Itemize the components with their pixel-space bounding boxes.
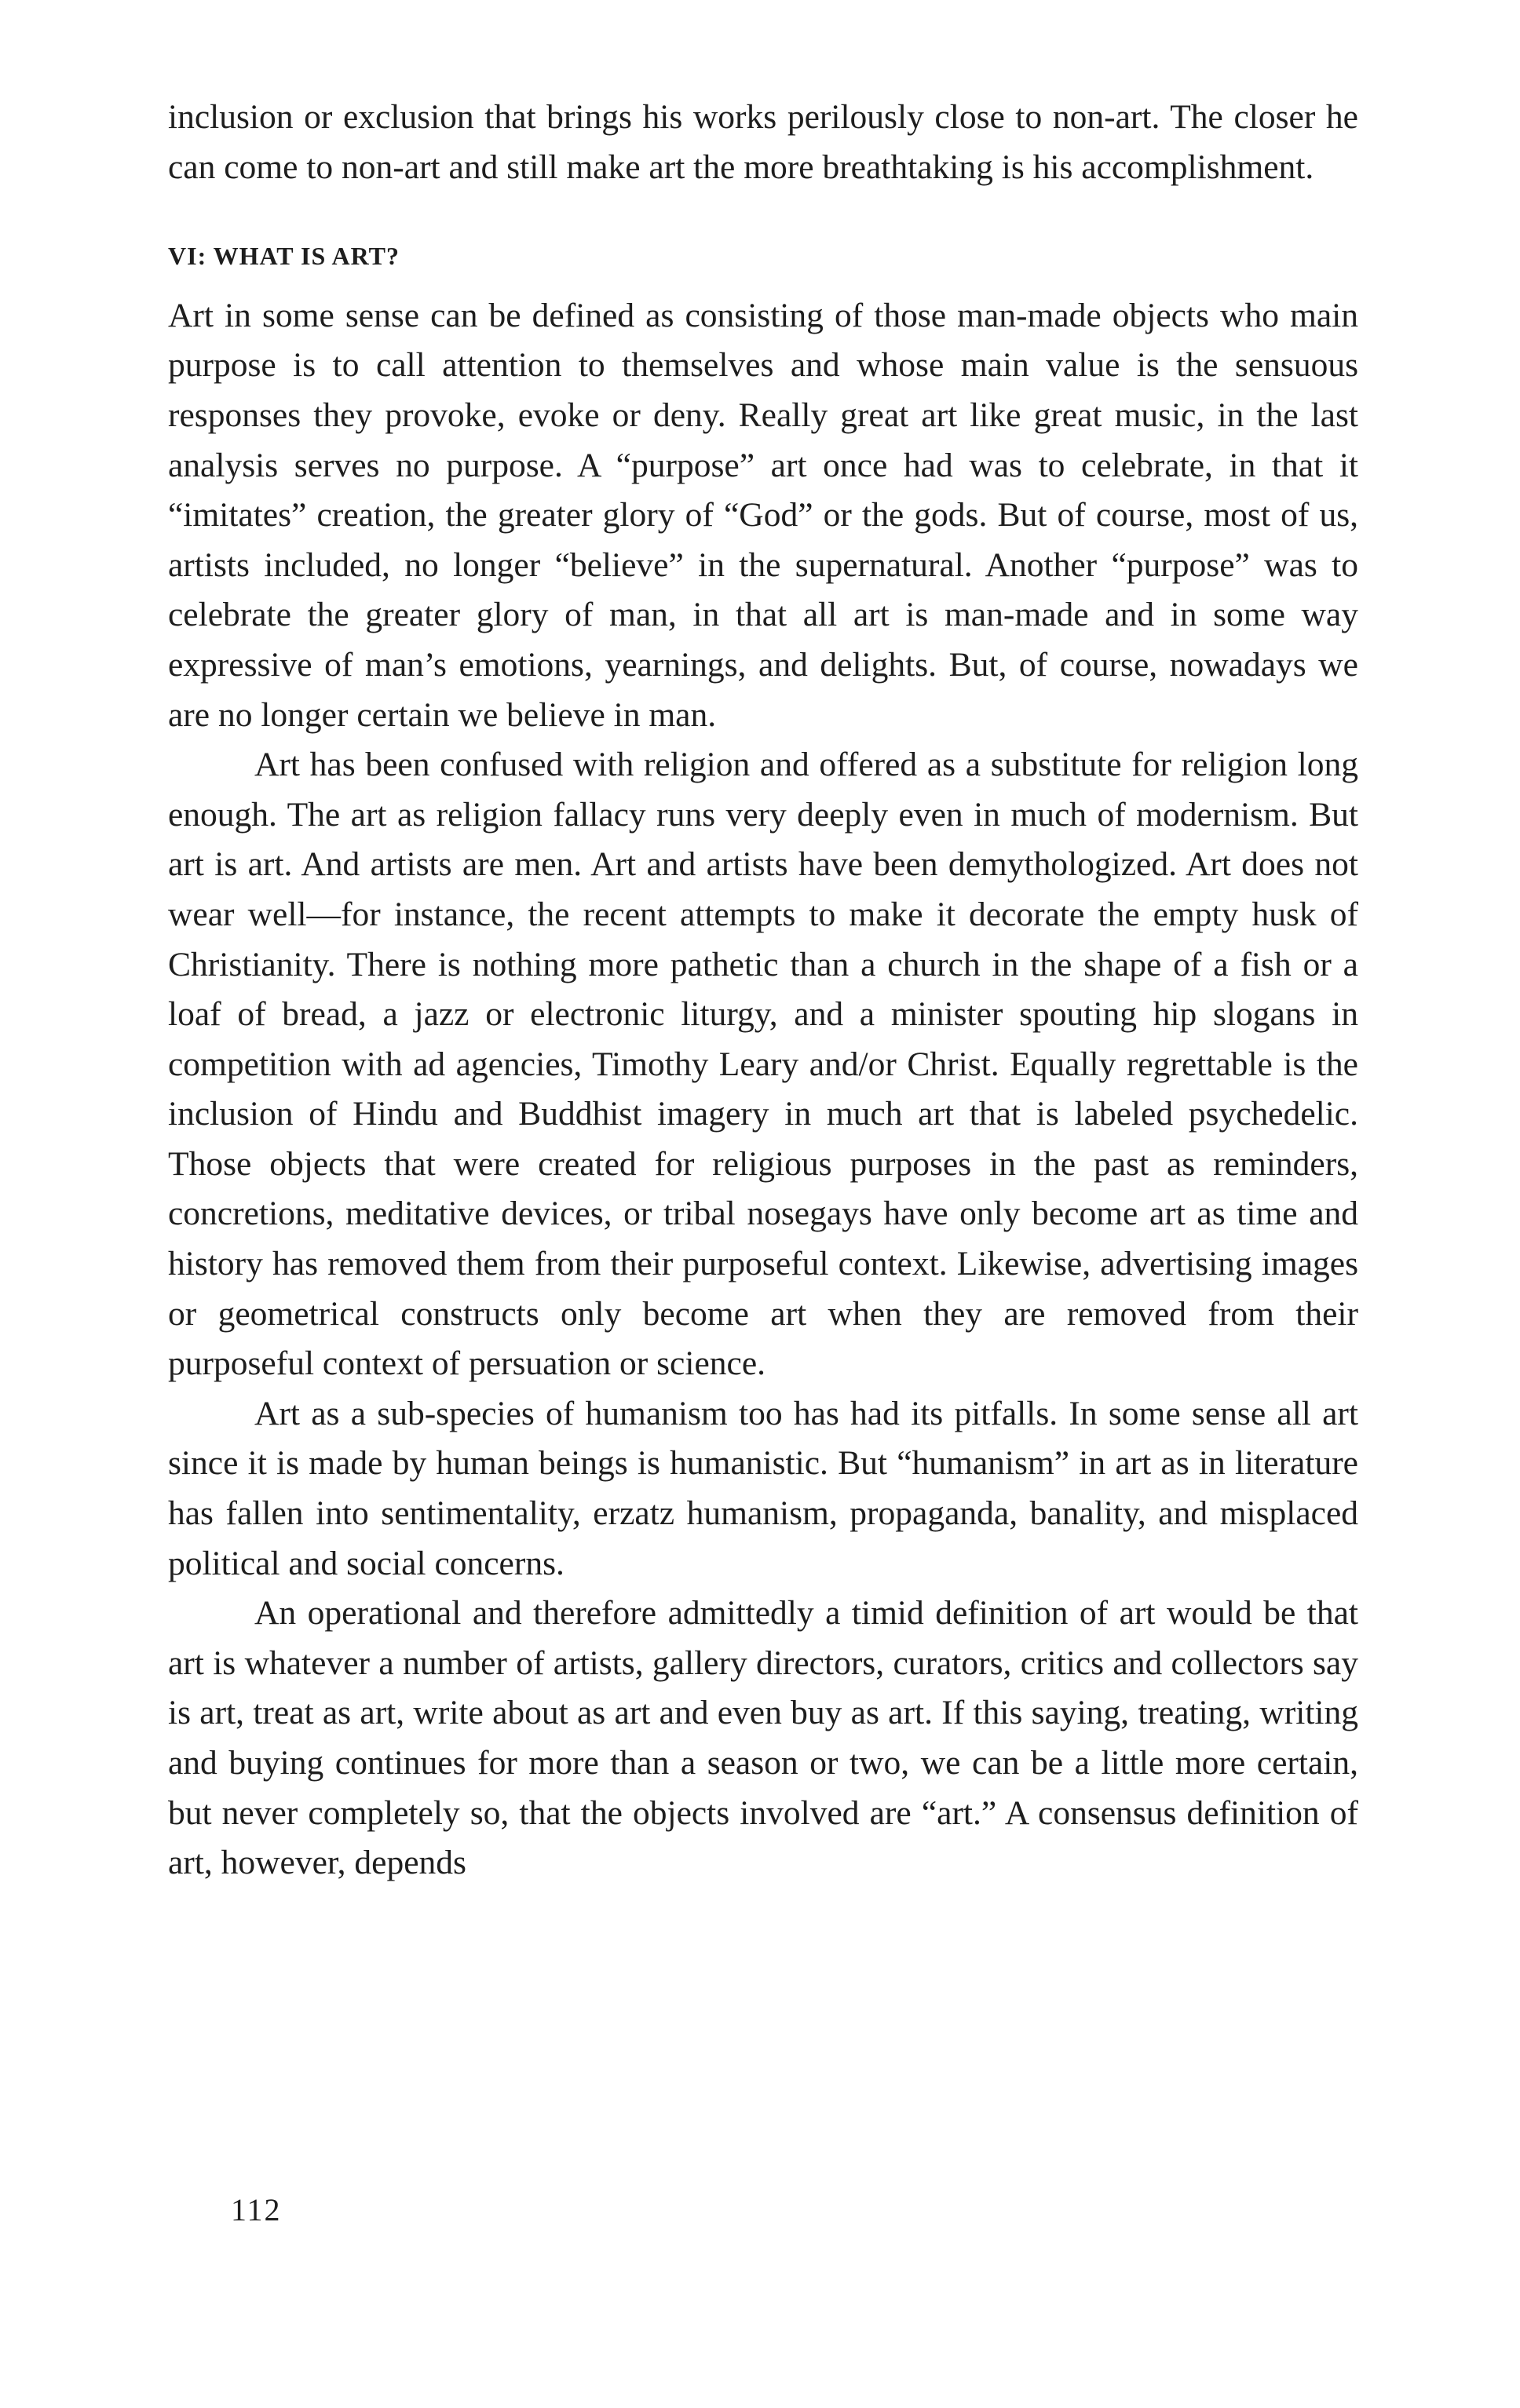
page-number: 112 [231,2192,282,2227]
continued-paragraph: inclusion or exclusion that brings his works perilously close to non-art. The closer he can come to non-art and still make art the more breathtaking is his accomplishment. [168,98,1358,186]
paragraph-1: Art in some sense can be defined as consisting of those man-made objects who main purpose is to call attention to themselves and whose main value is the sensuous responses they provoke, evoke or deny. Really great art like great music, in the last analysis serves no purpose. A “purpose” art once had was to celebrate, in that it “imitates” creation, the greater glory of “God” or the gods. But of course, most of us, artists included, no longer “believe” in the supernatural. Another “purpose” was to celebrate the greater glory of man, in that all art is man-made and in some way expressive of man’s emotions, yearnings, and delights. But, of course, nowadays we are no longer certain we believe in man. [168,296,1358,734]
paragraph-3: Art as a sub-species of humanism too has had its pitfalls. In some sense all art since it is made by human beings is humanistic. But “humanism” in art as in literature has fallen into sentimentality, erzatz humanism, propaganda, banality, and misplaced political and social concerns. [168,1394,1358,1582]
paragraph-4: An operational and therefore admittedly a timid definition of art would be that art is whatever a number of artists, gallery directors, curators, critics and collectors say is art, treat as art, write about as art and even buy as art. If this saying, treating, writing and buying continues for more than a season or two, we can be a little more certain, but never completely so, that the objects involved are “art.” A consensus definition of art, however, depends [168,1594,1358,1882]
body-text [168,93,1358,1888]
section-heading: VI: WHAT IS ART? [168,242,400,271]
paragraph-2: Art has been confused with religion and offered as a substitute for religion long enough. The art as religion fallacy runs very deeply even in much of modernism. But art is art. And artists are men. Art and artists have been demythologized. Art does not wear well—for instance, the recent attempts to make it decorate the empty husk of Christianity. There is nothing more pathetic than a church in the shape of a fish or a loaf of bread, a jazz or electronic liturgy, and a minister spouting hip slogans in competition with ad agencies, Timothy Leary and/or Christ. Equally regrettable is the inclusion of Hindu and Buddhist imagery in much art that is labeled psychedelic. Those objects that were created for religious purposes in the past as reminders, concretions, meditative devices, or tribal nosegays have only become art as time and history has removed them from their purposeful context. Likewise, advertising images or geometrical constructs only become art when they are removed from their purposeful context of persuation or science. [168,746,1358,1383]
